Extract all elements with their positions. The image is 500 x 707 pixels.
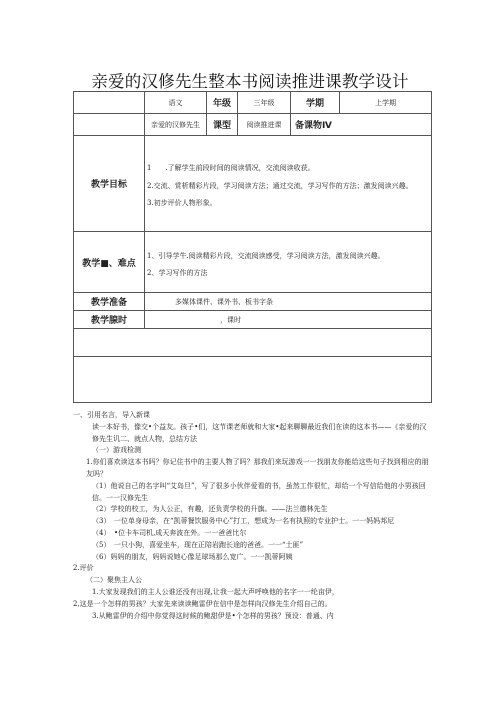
section-heading: 2.评价 xyxy=(73,564,94,573)
goals-content xyxy=(145,136,432,232)
blank-cell xyxy=(74,114,145,136)
prep-cell: 备课物Ⅳ xyxy=(291,114,432,136)
list-item: （1）他说自己的名字叫“艾岛旦”，写了很多小伙伴爱看的书，虽然工作很忙，却给一个写信给他的小男孩回信。一一汉修先生 xyxy=(92,481,426,502)
prep-row xyxy=(74,293,432,311)
blank-cell xyxy=(74,329,432,357)
time-value: ，课时 xyxy=(145,311,432,329)
grade-cell: 三年级 xyxy=(238,92,291,114)
book-cell: 亲爱的汉修先生 xyxy=(145,114,207,136)
goal-item: 3.初步评价人物形象。 xyxy=(147,199,217,208)
key-points-content xyxy=(145,232,432,293)
list-item: （5） 一只小狗，喜爱坐车，现在正陪岩跑长途的爸爸。一一“土匪” xyxy=(92,540,304,549)
list-item: （6）妈妈的朋友，妈妈说她心像足球场那么宽广。一一凯蒂阿姨 xyxy=(92,552,293,561)
type-label: 课型 xyxy=(207,114,238,136)
key-points-row xyxy=(74,232,432,293)
type-cell: 阅读推进课 xyxy=(238,114,291,136)
header-row-1 xyxy=(74,92,432,114)
key-points-label: 教学■、难点 xyxy=(74,232,145,293)
paragraph: 读一本好书，像交•个益友。孩子•们，这节课老师就和大家•起来聊聊最近我们在读的这本书——《亲爱的汉修先生讥二、就点人物，总结方法 xyxy=(92,422,427,443)
goals-row xyxy=(74,136,432,232)
sub-heading: （二）聚焦主人公 xyxy=(86,576,142,585)
list-item: （2）学校的校工，为人公正，有趣，还负责学校的升旗。——法兰德林先生 xyxy=(92,505,328,514)
blank-row xyxy=(74,329,432,357)
subject-cell: 语文 xyxy=(145,92,207,114)
prep-label: 教学准备 xyxy=(74,293,145,311)
key-point-item: 2、学习写作的方法 xyxy=(147,269,208,277)
prep-value: 多媒体课件、课外书、板书字条 xyxy=(145,293,432,311)
goal-item: 2.交流、赏析精彩片段，学习阅读方法；通过交流，学习写作的方法；激发阅读兴趣。 xyxy=(147,181,413,190)
blank-cell xyxy=(74,92,145,114)
section-heading: 一、引用名言，导入新课 xyxy=(73,411,150,419)
list-item: （3） 一位单身母亲，在“凯蒂餐饮服务中心”打工，想成为一名有执照的专业护士。一一妈妈邦尼 xyxy=(92,517,395,526)
paragraph: 3.从鲍雷伊的介绍中你觉得这时候的鲍甜伊是•个怎样的男孩？预设：普通、内 xyxy=(92,611,334,620)
process-cell xyxy=(74,357,432,403)
semester-label: 学期 xyxy=(291,92,340,114)
paragraph: 1.你们喜欢读这本书吗？你记住书中的主要人物了吗？那我们来玩游戏一一找朋友你能给这些句子找到相应的朋友吗？ xyxy=(86,458,429,478)
process-row xyxy=(74,357,432,403)
time-row xyxy=(74,311,432,329)
semester-cell: 上学期 xyxy=(340,92,432,114)
paragraph: 2,这是一个怎样的男孩？大家先来读读鲍雷伊在信中是怎样向汉修先生介绍自己的。 xyxy=(73,599,332,608)
header-row-2 xyxy=(74,114,432,136)
document-title: 亲爱的汉修先生整本书阅读推进课教学设计 xyxy=(91,72,409,91)
paragraph: 1.大家发现我们的主人公谁还没有出现,让我一起大声呼唤他的名字一一纶亩伊， xyxy=(92,587,339,596)
goals-label: 教学目标 xyxy=(74,136,145,232)
key-point-item: 1、引导学牛.阅读精彩片段，交流阅读感受，学习阅读方法，激发阅读兴趣。 xyxy=(147,251,385,260)
list-item: （4） •位卡车司机,成天奔波在外。一一爸爸比尔 xyxy=(92,528,247,537)
sub-heading: （一）游戏检测 xyxy=(92,446,141,455)
time-label: 教学腺时 xyxy=(74,311,145,329)
lesson-process-text xyxy=(73,410,431,622)
grade-label: 年级 xyxy=(207,92,238,114)
goal-item: 1 .了解学生前段时间的阅读情况，交流阅读收获。 xyxy=(147,164,315,173)
lesson-plan-table xyxy=(73,91,432,403)
